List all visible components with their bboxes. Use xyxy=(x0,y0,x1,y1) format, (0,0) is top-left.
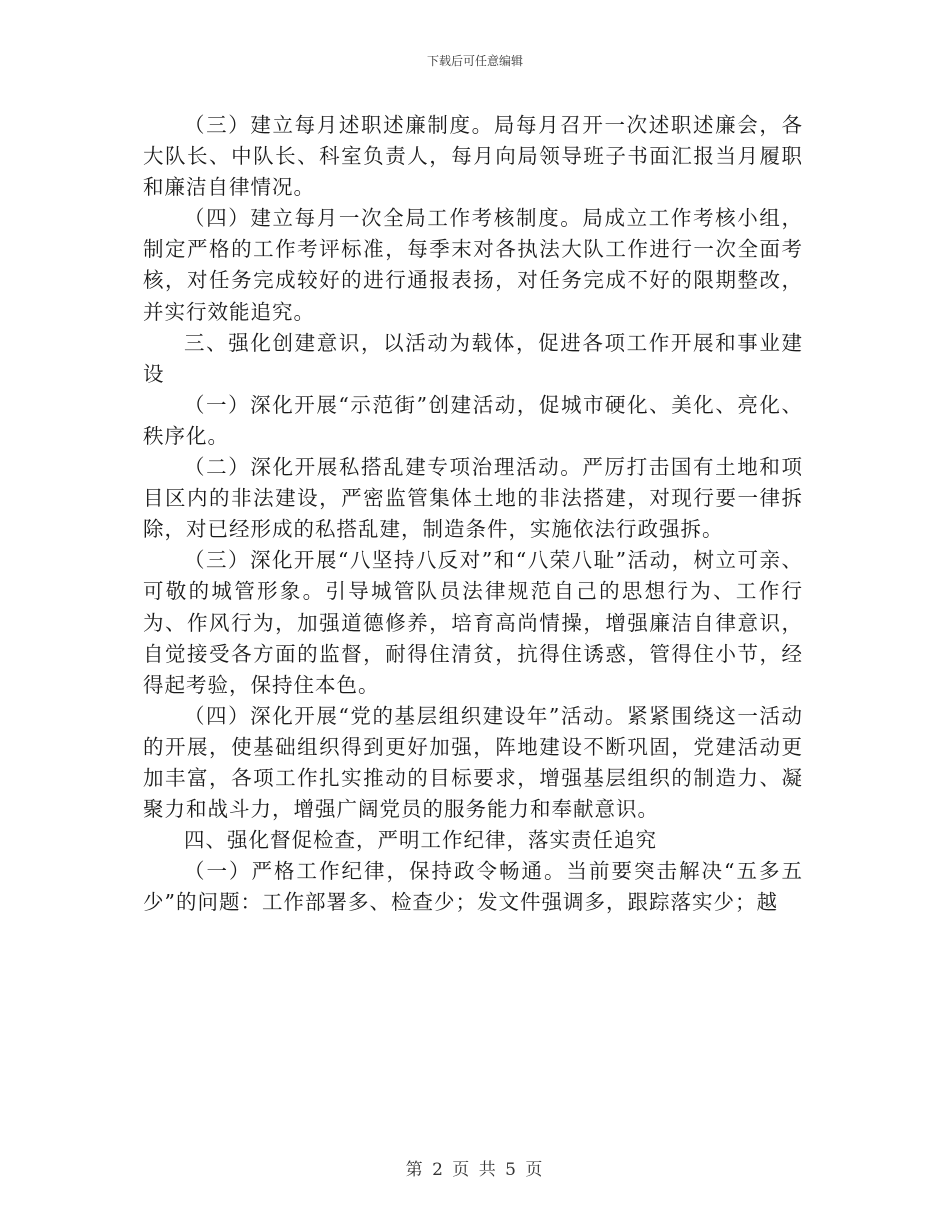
paragraph-eight-honors-campaign: （三）深化开展“八坚持八反对”和“八荣八耻”活动，树立可亲、可敬的城管形象。引导城管队员法律规范自己的思想行为、工作行为、作风行为，加强道德修养，培育高尚情操，增强廉洁自律意识，自觉接受各方面的监督，耐得住清贫，抗得住诱惑，管得住小节，经得起考验，保持住本色。 xyxy=(143,548,803,697)
section-heading-three: 三、强化创建意识，以活动为载体，促进各项工作开展和事业建设 xyxy=(143,330,803,386)
document-body xyxy=(143,110,803,918)
paragraph-model-street-campaign: （一）深化开展“示范街”创建活动，促城市硬化、美化、亮化、秩序化。 xyxy=(143,392,803,448)
paragraph-party-organization-year: （四）深化开展“党的基层组织建设年”活动。紧紧围绕这一活动的开展，使基础组织得到更好加强，阵地建设不断巩固，党建活动更加丰富，各项工作扎实推动的目标要求，增强基层组织的制造力、凝聚力和战斗力，增强广阔党员的服务能力和奉献意识。 xyxy=(143,703,803,822)
paragraph-work-discipline: （一）严格工作纪律，保持政令畅通。当前要突击解决“五多五少”的问题：工作部署多、检查少；发文件强调多，跟踪落实少；越 xyxy=(143,859,803,915)
page-number: 第 2 页 共 5 页 xyxy=(405,1160,545,1180)
paragraph-monthly-assessment-system: （四）建立每月一次全局工作考核制度。局成立工作考核小组，制定严格的工作考评标准，每季末对各执法大队工作进行一次全面考核，对任务完成较好的进行通报表扬，对任务完成不好的限期整改，并实行效能追究。 xyxy=(143,206,803,324)
paragraph-illegal-construction: （二）深化开展私搭乱建专项治理活动。严厉打击国有土地和项目区内的非法建设，严密监管集体土地的非法搭建，对现行要一律拆除，对已经形成的私搭乱建，制造条件，实施依法行政强拆。 xyxy=(143,455,803,542)
section-heading-four: 四、强化督促检查，严明工作纪律，落实责任追究 xyxy=(184,828,657,853)
page-header-note: 下载后可任意编辑 xyxy=(426,54,523,68)
paragraph-monthly-report-system: （三）建立每月述职述廉制度。局每月召开一次述职述廉会，各大队长、中队长、科室负责人，每月向局领导班子书面汇报当月履职和廉洁自律情况。 xyxy=(143,113,803,200)
